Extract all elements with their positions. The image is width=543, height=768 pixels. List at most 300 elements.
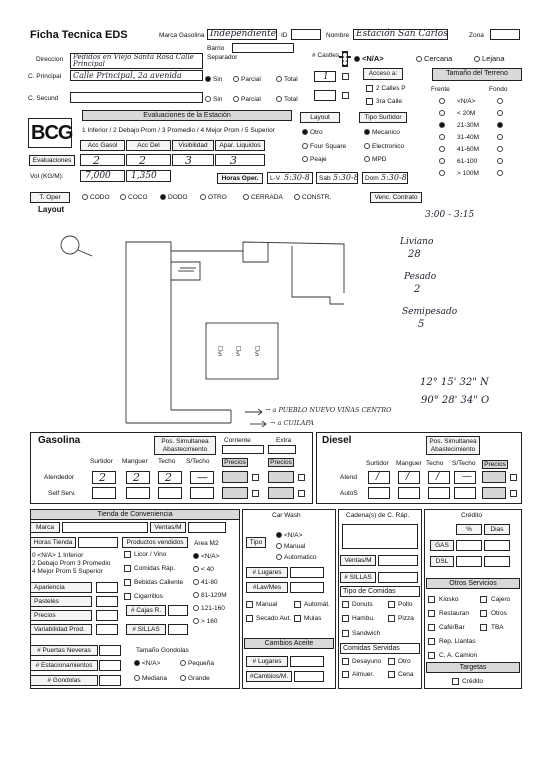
oper-option-3[interactable]: OTRO <box>200 194 227 202</box>
area-option-5[interactable]: > 160 <box>193 618 217 626</box>
gondolas-button[interactable]: # Gondolas <box>30 675 98 686</box>
svg-text:□: □ <box>236 345 242 352</box>
fondo-option-3[interactable] <box>497 134 505 142</box>
cprincipal-field[interactable] <box>70 70 203 81</box>
svg-text:S: S <box>236 351 240 358</box>
frente-option-6[interactable] <box>439 170 447 178</box>
otros-label-6: Rep. Llantas <box>439 638 476 645</box>
castles-checkbox[interactable] <box>342 73 349 80</box>
fondo-option-2[interactable] <box>497 122 505 130</box>
dist-cercana-radio[interactable]: Cercana <box>416 55 452 63</box>
sketch-pesado-count: 2 <box>414 284 421 295</box>
evaluaciones-label: Evaluaciones <box>29 155 75 166</box>
fondo-option-0[interactable] <box>497 98 505 106</box>
fondo-option-1[interactable] <box>497 110 505 118</box>
id-field[interactable] <box>291 29 321 40</box>
dsl-price-checkbox[interactable] <box>510 474 517 481</box>
nombre-field[interactable] <box>353 29 448 40</box>
terreno-option-label-4: 41-60M <box>457 146 480 153</box>
donuts-label: Donuts <box>352 601 373 608</box>
cadena-sillas-button[interactable]: # SILLAS <box>340 572 376 583</box>
prod-checkbox-2[interactable] <box>124 579 131 586</box>
almuerzo-checkbox[interactable] <box>342 671 349 678</box>
otro-comida-label: Otro <box>398 658 411 665</box>
dsl-price-auto-checkbox[interactable] <box>510 490 517 497</box>
barrio-field[interactable] <box>232 43 294 53</box>
dsl-atend-field-3[interactable] <box>454 471 476 484</box>
gas-price-self-checkbox-0[interactable] <box>252 490 259 497</box>
gas-self-field-2[interactable] <box>158 487 182 499</box>
cw-lavmes-button[interactable]: #Lav/Mes <box>246 582 288 593</box>
frente-option-2[interactable] <box>439 122 447 130</box>
gas-price-self-field-1[interactable] <box>268 487 294 499</box>
gas-pos-sim-button[interactable]: Pos. Simultanea Abastecimiento <box>154 436 216 455</box>
pizza-checkbox[interactable] <box>388 615 395 622</box>
gas-price-self-field-0[interactable] <box>222 487 248 499</box>
tienda-title: Tienda de Conveniencia <box>30 509 240 520</box>
corriente-label: Corriente <box>224 437 251 444</box>
tienda-item-field-0[interactable] <box>96 582 118 593</box>
cajas-field[interactable] <box>168 605 188 616</box>
tienda-marca-field[interactable] <box>62 522 148 533</box>
tienda-item-field-3[interactable] <box>96 624 118 635</box>
gas-price-checkbox-0[interactable] <box>252 474 259 481</box>
separador-label: Separador <box>207 54 238 61</box>
dom-field[interactable]: Dom 5:30-8 <box>362 172 408 184</box>
cambios-title: Cambios Aceite <box>244 638 334 649</box>
donuts-checkbox[interactable] <box>342 601 349 608</box>
gas-atend-field-3[interactable] <box>190 471 214 484</box>
dsl-manguer-col: Manguer <box>396 460 422 467</box>
eval-acc-gasol-field[interactable]: 2 <box>80 154 125 166</box>
direccion-field[interactable] <box>70 53 203 69</box>
dos-calles-checkbox[interactable] <box>366 85 373 92</box>
layout-four-square-radio[interactable]: Four Square <box>302 143 346 151</box>
dsl-stecho-col: S/Techo <box>452 460 476 467</box>
sandwich-label: Sandwich <box>352 630 381 637</box>
svg-text:□: □ <box>218 345 224 352</box>
layout-otro-radio[interactable]: Otro <box>302 129 323 137</box>
pizza-label: Pizza <box>398 615 414 622</box>
estacionamientos-button[interactable]: # Estacionamientos <box>30 660 98 671</box>
otros-checkbox-2[interactable] <box>428 610 435 617</box>
productos-button[interactable]: Productos vendidos <box>122 537 188 548</box>
csec-total-radio[interactable]: Total <box>276 96 298 104</box>
dsl-techo-col: Techo <box>426 460 444 467</box>
comidas-servidas-title: Comidas Servidas <box>340 643 420 654</box>
otro-comida-checkbox[interactable] <box>388 658 395 665</box>
direccion-label: Direccion <box>36 56 64 63</box>
marca-field[interactable] <box>207 29 277 40</box>
otros-checkbox-1[interactable] <box>480 596 487 603</box>
csecund-field[interactable] <box>70 92 203 103</box>
area-label: Area M2 <box>194 540 219 547</box>
vol-field-2[interactable]: 1,350 <box>126 170 171 182</box>
tienda-sillas-field[interactable] <box>168 624 188 635</box>
gas-price-field-1[interactable] <box>268 471 294 483</box>
cadena-ventas-button[interactable]: Ventas/M <box>340 555 376 566</box>
eval-apar-liquidos-field[interactable]: 3 <box>215 154 265 166</box>
credito-chk-label: Crédito <box>462 678 483 685</box>
dos-calles-label: 2 Calles P <box>376 85 406 92</box>
sketch-semipesado-label: Semipesado <box>402 307 458 317</box>
cw-lavmes-field[interactable] <box>290 582 324 593</box>
acceso-button[interactable]: Acceso a: <box>363 68 403 80</box>
prod-label-2: Bebidas Caliente <box>134 579 184 586</box>
credito-dsl-dias-field[interactable] <box>484 556 510 567</box>
tienda-scale-3: 4 Mejor Prom 5 Superior <box>32 568 103 575</box>
layout-label: Layout <box>38 205 65 214</box>
neveras-field[interactable] <box>99 645 121 656</box>
prod-label-3: Cigarrillos <box>134 593 163 600</box>
credito-checkbox[interactable] <box>452 678 459 685</box>
terreno-option-label-2: 21-30M <box>457 122 480 129</box>
svg-text:□: □ <box>255 345 261 352</box>
sketch-coord-lat: 12° 15' 32" N <box>420 377 489 388</box>
dsl-precios-button[interactable]: Precios <box>482 460 508 469</box>
cadena-title: Cadena(s) de C. Ráp. <box>346 512 410 519</box>
gas-self-field-3[interactable] <box>190 487 214 499</box>
gondolas-field[interactable] <box>99 675 121 686</box>
tienda-item-field-2[interactable] <box>96 610 118 621</box>
dsl-atend-field-0[interactable] <box>368 471 390 484</box>
visibilidad-button[interactable]: Visibilidad <box>172 140 214 151</box>
dsl-pos-sim-button[interactable]: Pos. Simultanea Abastecimiento <box>426 436 480 455</box>
gas-atend-field-2[interactable] <box>158 471 182 484</box>
dsl-atend-value-2: / <box>436 471 440 482</box>
cw-mulas-label: Mulas <box>304 615 322 622</box>
credito-dsl-pct-field[interactable] <box>456 556 482 567</box>
prod-label-1: Comidas Ráp. <box>134 565 176 572</box>
diesel-title: Diesel <box>322 435 352 446</box>
castles-field-2[interactable] <box>314 90 336 101</box>
zona-field[interactable] <box>490 29 520 40</box>
extra-label: Extra <box>276 437 292 444</box>
castles-label: # Castles <box>312 52 340 59</box>
otros-label-0: Kiosko <box>439 596 459 603</box>
surtidor-electronico-radio[interactable]: Electronico <box>364 143 404 151</box>
sketch-arrow-pueblo: → a PUEBLO NUEVO VIÑAS CENTRO <box>265 406 392 414</box>
prod-checkbox-3[interactable] <box>124 593 131 600</box>
otros-checkbox-6[interactable] <box>428 638 435 645</box>
oper-option-5[interactable]: CONSTR. <box>294 194 331 202</box>
gas-surtidor-col: Surtidor <box>90 458 113 465</box>
vol-label: Vol (KG/M): <box>30 173 64 180</box>
horas-oper-button[interactable]: Horas Oper. <box>217 173 263 184</box>
cw-manual-label: Manual <box>256 601 278 608</box>
gas-manguer-col: Manguer <box>122 458 148 465</box>
terreno-option-label-5: 61-100 <box>457 158 478 165</box>
eval-scale: 1 Inferior / 2 Debajo Prom / 3 Promedio / 4 Mejor Prom / 5 Superior <box>82 127 275 134</box>
castles-field[interactable] <box>314 71 336 82</box>
gas-atend-field-1[interactable] <box>126 471 150 484</box>
t-oper-button[interactable]: T. Oper <box>30 192 70 203</box>
estacionamientos-field[interactable] <box>99 660 121 671</box>
terreno-option-label-1: < 20M <box>457 110 476 117</box>
apar-liquidos-button[interactable]: Apar. Liquidos <box>215 140 265 151</box>
tienda-item-2[interactable]: Precios <box>30 610 92 621</box>
eval-visibilidad-field[interactable]: 3 <box>172 154 214 166</box>
cambios-lugares-field[interactable] <box>290 656 324 667</box>
frente-option-5[interactable] <box>439 158 447 166</box>
horas-tienda-button[interactable]: Horas Tienda <box>30 537 76 548</box>
dsl-autos-field-2[interactable] <box>428 487 450 499</box>
credito-gas-pct-field[interactable] <box>456 540 482 551</box>
pollo-label: Pollo <box>398 601 413 608</box>
dsl-atend-value-0: / <box>376 471 380 482</box>
otros-checkbox-7[interactable] <box>428 652 435 659</box>
dsl-autos-label: AutoS <box>340 490 358 497</box>
oper-option-2[interactable]: DODO <box>160 194 188 202</box>
gas-precios-button-1[interactable]: Precios <box>222 458 248 467</box>
form-title: Ficha Tecnica EDS <box>30 29 128 41</box>
otros-label-7: C. A. Camion <box>439 652 478 659</box>
svg-text:S: S <box>255 351 259 358</box>
sketch-semipesado-count: 5 <box>418 319 425 330</box>
surtidor-mecanico-radio[interactable]: Mecanico <box>364 129 400 137</box>
eval-acc-del-field[interactable]: 2 <box>126 154 171 166</box>
venc-contrato-button[interactable]: Venc. Contrato <box>370 192 422 203</box>
cprincipal-value: Calle Principal, 2a avenida <box>73 71 182 80</box>
dsl-autos-field-0[interactable] <box>368 487 390 499</box>
cadena-ventas-field[interactable] <box>378 555 418 566</box>
sab-field[interactable]: Sab 5:30-8 <box>316 172 358 184</box>
sketch-coord-lon: 90° 28' 34" O <box>421 395 490 406</box>
tienda-marca-button[interactable]: Marca <box>30 522 60 533</box>
marca-label: Marca Gasolina <box>159 32 205 39</box>
otros-label-5: TBA <box>491 624 504 631</box>
gas-self-field-1[interactable] <box>126 487 150 499</box>
direccion-value: Pedidos en Viejo Santa Rosa Calle Principal <box>73 53 194 68</box>
gas-atend-field-0[interactable] <box>92 471 116 484</box>
gas-price-self-checkbox-1[interactable] <box>298 490 305 497</box>
corriente-field[interactable] <box>222 445 264 454</box>
gond-na-radio[interactable]: <N/A> <box>134 660 160 668</box>
cadena-field[interactable] <box>342 524 418 549</box>
otros-label-3: Otros <box>491 610 507 617</box>
dsl-price-auto-field[interactable] <box>482 487 506 499</box>
hambu-label: Hambu. <box>352 615 375 622</box>
tienda-item-field-1[interactable] <box>96 596 118 607</box>
surtidor-mpd-radio[interactable]: MPD <box>364 156 386 164</box>
fondo-option-5[interactable] <box>497 158 505 166</box>
nombre-value: Estación San Carlos <box>356 29 448 39</box>
terreno-option-label-3: 31-40M <box>457 134 480 141</box>
sketch-time: 3:00 - 3:15 <box>425 210 475 220</box>
neveras-button[interactable]: # Puertas Neveras <box>30 645 98 656</box>
horas-tienda-field[interactable] <box>78 537 118 548</box>
area-option-2[interactable]: 41-80 <box>193 579 218 587</box>
cw-manual-checkbox[interactable] <box>246 601 253 608</box>
cw-automat-checkbox[interactable] <box>294 601 301 608</box>
credito-dias-button[interactable]: Dias <box>484 524 510 535</box>
bcg-logo: BCG <box>28 118 72 148</box>
cambios-mes-button[interactable]: #Cambios/M. <box>246 671 292 682</box>
cambios-lugares-button[interactable]: # Lugares <box>246 656 288 667</box>
desayuno-checkbox[interactable] <box>342 658 349 665</box>
fondo-option-4[interactable] <box>497 146 505 154</box>
tres-calle-label: 3ra Calle <box>376 98 403 105</box>
fondo-option-6[interactable] <box>497 170 505 178</box>
gas-price-checkbox-1[interactable] <box>298 474 305 481</box>
cw-secado-checkbox[interactable] <box>246 615 253 622</box>
cambios-mes-field[interactable] <box>294 671 324 682</box>
marca-value: Independiente <box>210 29 277 39</box>
dsl-surtidor-col: Surtidor <box>366 460 389 467</box>
castles-value: 1 <box>323 72 329 82</box>
desayuno-label: Desayuno <box>352 658 382 665</box>
credito-pct-button[interactable]: % <box>456 524 482 535</box>
terreno-option-label-0: <N/A> <box>457 98 476 105</box>
sep-total-radio[interactable]: Total <box>276 76 298 84</box>
oper-option-0[interactable]: CODO <box>82 194 110 202</box>
oper-option-1[interactable]: COCO <box>120 194 148 202</box>
frente-option-4[interactable] <box>439 146 447 154</box>
cena-label: Cena <box>398 671 414 678</box>
gas-self-field-0[interactable] <box>92 487 116 499</box>
tienda-scale-1: 0 <N/A> 1 Inferior <box>32 552 84 559</box>
nombre-label: Nombre <box>326 32 350 39</box>
gond-grande-radio[interactable]: Grande <box>180 675 210 683</box>
dsl-autos-field-3[interactable] <box>454 487 476 499</box>
gond-mediana-radio[interactable]: Mediana <box>134 675 167 683</box>
sandwich-checkbox[interactable] <box>342 630 349 637</box>
carwash-tipo-button[interactable]: Tipo <box>246 537 266 548</box>
svg-text:S: S <box>218 351 222 358</box>
otros-checkbox-3[interactable] <box>480 610 487 617</box>
frente-option-1[interactable] <box>439 110 447 118</box>
otros-checkbox-5[interactable] <box>480 624 487 631</box>
area-option-3[interactable]: 81-120M <box>193 592 227 600</box>
cw-automat-label: Automát. <box>304 601 331 608</box>
cw-lugares-field[interactable] <box>290 567 324 578</box>
sketch-liviano-count: 28 <box>408 249 421 260</box>
sketch-liviano-label: Liviano <box>400 237 434 247</box>
hambu-checkbox[interactable] <box>342 615 349 622</box>
tienda-item-3[interactable]: Variabilidad Prod. <box>30 624 92 635</box>
prod-checkbox-1[interactable] <box>124 565 131 572</box>
credito-title: Crédito <box>461 512 482 519</box>
tienda-sillas-button[interactable]: # SILLAS <box>126 624 166 635</box>
extra-field[interactable] <box>268 445 296 454</box>
otros-checkbox-4[interactable] <box>428 624 435 631</box>
layout-button[interactable]: Layout <box>300 112 340 123</box>
cw-automatico-radio[interactable]: Automatico <box>276 554 317 562</box>
gas-precios-button-2[interactable]: Precios <box>268 458 294 467</box>
cadena-sillas-field[interactable] <box>378 572 418 583</box>
terreno-title: Tamaño del Terreno <box>432 68 522 81</box>
gas-self-serv-label: Self Serv. <box>48 490 76 497</box>
frente-option-3[interactable] <box>439 134 447 142</box>
otros-label-4: Café/Bar <box>439 624 465 631</box>
fondo-label: Fondo <box>489 86 508 93</box>
castles-checkbox-2[interactable] <box>342 92 349 99</box>
dsl-autos-field-1[interactable] <box>398 487 420 499</box>
dsl-atend-value-1: / <box>406 471 410 482</box>
cajas-button[interactable]: # Cajas R. <box>126 605 166 616</box>
acc-gasol-button[interactable]: Acc Gasol <box>80 140 125 151</box>
tienda-item-0[interactable]: Apariencia <box>30 582 92 593</box>
cw-secado-label: Secado Aut. <box>256 615 292 622</box>
credito-dsl-button[interactable]: DSL <box>430 556 454 567</box>
area-option-1[interactable]: < 40 <box>193 566 214 574</box>
dist-lejana-radio[interactable]: Lejana <box>474 55 505 63</box>
frente-option-0[interactable] <box>439 98 447 106</box>
gas-atend-value-1: 2 <box>133 471 140 484</box>
area-option-0[interactable]: <N/A> <box>193 553 219 561</box>
terreno-option-label-6: > 100M <box>457 170 479 177</box>
cena-checkbox[interactable] <box>388 671 395 678</box>
gas-atend-value-3: — <box>197 471 208 484</box>
otros-checkbox-0[interactable] <box>428 596 435 603</box>
layout-peaje-radio[interactable]: Peaje <box>302 156 327 164</box>
frente-label: Frente <box>431 86 450 93</box>
gas-atend-value-2: 2 <box>165 471 172 484</box>
otros-label-2: Restauran <box>439 610 469 617</box>
credito-gas-dias-field[interactable] <box>484 540 510 551</box>
prod-label-0: Licor / Vino <box>134 551 167 558</box>
credito-gas-button[interactable]: GAS <box>430 540 454 551</box>
id-label: ID <box>281 32 288 39</box>
oper-option-4[interactable]: CERRADA <box>243 194 283 202</box>
zona-label: Zona <box>469 32 484 39</box>
gas-techo-col: Techo <box>158 458 176 465</box>
tienda-item-1[interactable]: Pasteles <box>30 596 92 607</box>
tienda-ventas-button[interactable]: Ventas/M <box>150 522 186 533</box>
pollo-checkbox[interactable] <box>388 601 395 608</box>
gond-pequena-radio[interactable]: Pequeña <box>180 660 214 668</box>
dsl-atend-value-3: — <box>462 471 472 482</box>
cw-mulas-checkbox[interactable] <box>294 615 301 622</box>
sketch-arrow-cuilapa: → a CUILAPA <box>270 419 314 427</box>
gas-stecho-col: S/Techo <box>186 458 210 465</box>
csec-parcial-radio[interactable]: Parcial <box>233 96 261 104</box>
csec-sin-radio[interactable]: Sin <box>205 96 222 104</box>
gasolina-title: Gasolina <box>38 435 81 446</box>
eval-title: Evaluaciones de la Estación <box>82 110 292 121</box>
cw-na-radio[interactable]: <N/A> <box>276 532 302 540</box>
prod-checkbox-0[interactable] <box>124 551 131 558</box>
tienda-ventas-field[interactable] <box>188 522 226 533</box>
gas-price-field-0[interactable] <box>222 471 248 483</box>
cw-lugares-button[interactable]: # Lugares <box>246 567 288 578</box>
tipo-surtidor-button[interactable]: Tipo Surtidor <box>359 112 407 123</box>
tres-calle-checkbox[interactable] <box>366 98 373 105</box>
dist-na-radio[interactable]: <N/A> <box>354 55 384 63</box>
dsl-atend-field-1[interactable] <box>398 471 420 484</box>
barrio-label: Barrio <box>207 45 225 52</box>
cw-manual-radio[interactable]: Manual <box>276 543 305 551</box>
traffic-light-icon <box>338 50 352 70</box>
sep-sin-radio[interactable]: Sin <box>205 76 222 84</box>
gas-atendedor-label: Atendedor <box>44 474 74 481</box>
dsl-price-field[interactable] <box>482 471 506 483</box>
almuerzo-label: Almuer. <box>352 671 375 678</box>
sep-parcial-radio[interactable]: Parcial <box>233 76 261 84</box>
carwash-title: Car Wash <box>272 512 301 519</box>
cprincipal-label: C. Principal <box>28 73 62 80</box>
tienda-scale-2: 2 Debajo Prom 3 Promedio <box>32 560 111 567</box>
tamano-gondolas-label: Tamaño Gondolas <box>136 647 189 654</box>
area-option-4[interactable]: 121-160 <box>193 605 225 613</box>
dsl-atend-field-2[interactable] <box>428 471 450 484</box>
lv-field[interactable]: L-V 5:30-8 <box>267 172 313 184</box>
dsl-atend-label: Atend <box>340 474 357 481</box>
vol-field-1[interactable]: 7,000 <box>80 170 125 182</box>
csecund-label: C. Secund <box>28 95 59 102</box>
acc-del-button[interactable]: Acc Del <box>126 140 171 151</box>
sketch-pesado-label: Pesado <box>404 272 437 282</box>
